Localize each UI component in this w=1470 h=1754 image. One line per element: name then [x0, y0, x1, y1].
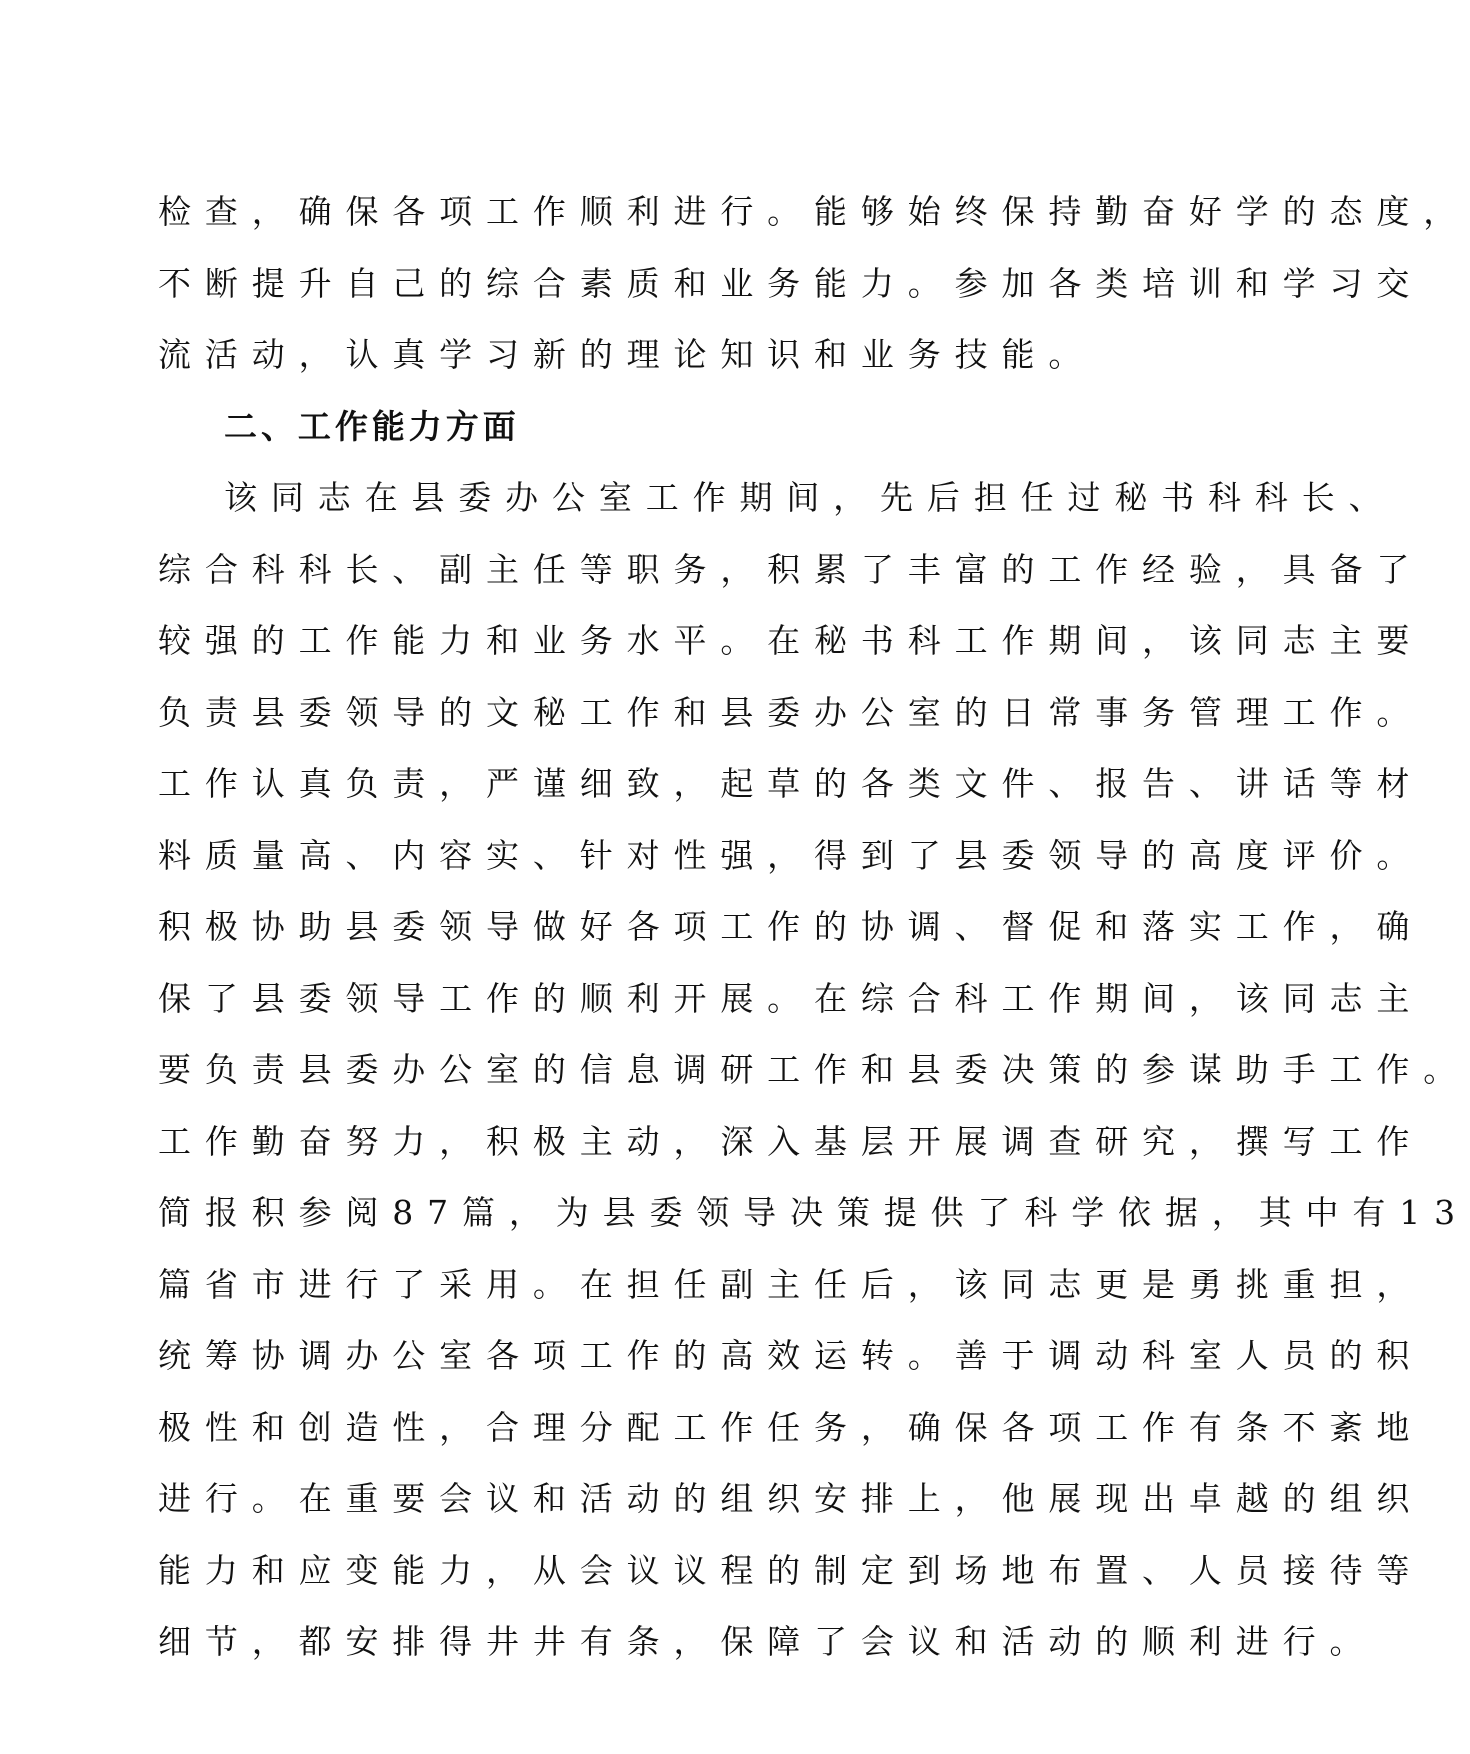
text-line: 积极协助县委领导做好各项工作的协调、督促和落实工作，确: [158, 907, 1424, 946]
text-line: 细节，都安排得井井有条，保障了会议和活动的顺利进行。: [158, 1622, 1377, 1661]
text-line: 能力和应变能力，从会议议程的制定到场地布置、人员接待等: [158, 1550, 1424, 1590]
text-line: 检查，确保各项工作顺利进行。能够始终保持勤奋好学的态度，: [158, 192, 1470, 231]
text-line: 工作认真负责，严谨细致，起草的各类文件、报告、讲话等材: [158, 764, 1424, 803]
paragraph-continued: [158, 176, 1470, 391]
text-line: 负责县委领导的文秘工作和县委办公室的日常事务管理工作。: [158, 692, 1424, 732]
section-heading: 二、工作能力方面: [224, 406, 520, 446]
text-line: 简报积参阅87篇，为县委领导决策提供了科学依据，其中有13: [158, 1193, 1469, 1232]
document-body: [158, 176, 1470, 1678]
text-line: 综合科科长、副主任等职务，积累了丰富的工作经验，具备了: [158, 549, 1424, 589]
text-line: 较强的工作能力和业务水平。在秘书科工作期间，该同志主要: [158, 621, 1424, 660]
text-line: 保了县委领导工作的顺利开展。在综合科工作期间，该同志主: [158, 978, 1424, 1018]
text-line: 进行。在重要会议和活动的组织安排上，他展现出卓越的组织: [158, 1479, 1424, 1518]
text-line: 该同志在县委办公室工作期间，先后担任过秘书科科长、: [224, 478, 1396, 517]
paragraph-work-ability: [158, 462, 1470, 1678]
text-line: 篇省市进行了采用。在担任副主任后，该同志更是勇挑重担，: [158, 1264, 1424, 1304]
text-line: 工作勤奋努力，积极主动，深入基层开展调查研究，撰写工作: [158, 1121, 1424, 1161]
text-line: 统筹协调办公室各项工作的高效运转。善于调动科室人员的积: [158, 1336, 1424, 1375]
text-line: 不断提升自己的综合素质和业务能力。参加各类培训和学习交: [158, 263, 1424, 303]
text-line: 料质量高、内容实、针对性强，得到了县委领导的高度评价。: [158, 835, 1424, 875]
text-line: 极性和创造性，合理分配工作任务，确保各项工作有条不紊地: [158, 1407, 1424, 1447]
text-line: 要负责县委办公室的信息调研工作和县委决策的参谋助手工作。: [158, 1050, 1470, 1089]
text-line: 流活动，认真学习新的理论知识和业务技能。: [158, 335, 1096, 374]
